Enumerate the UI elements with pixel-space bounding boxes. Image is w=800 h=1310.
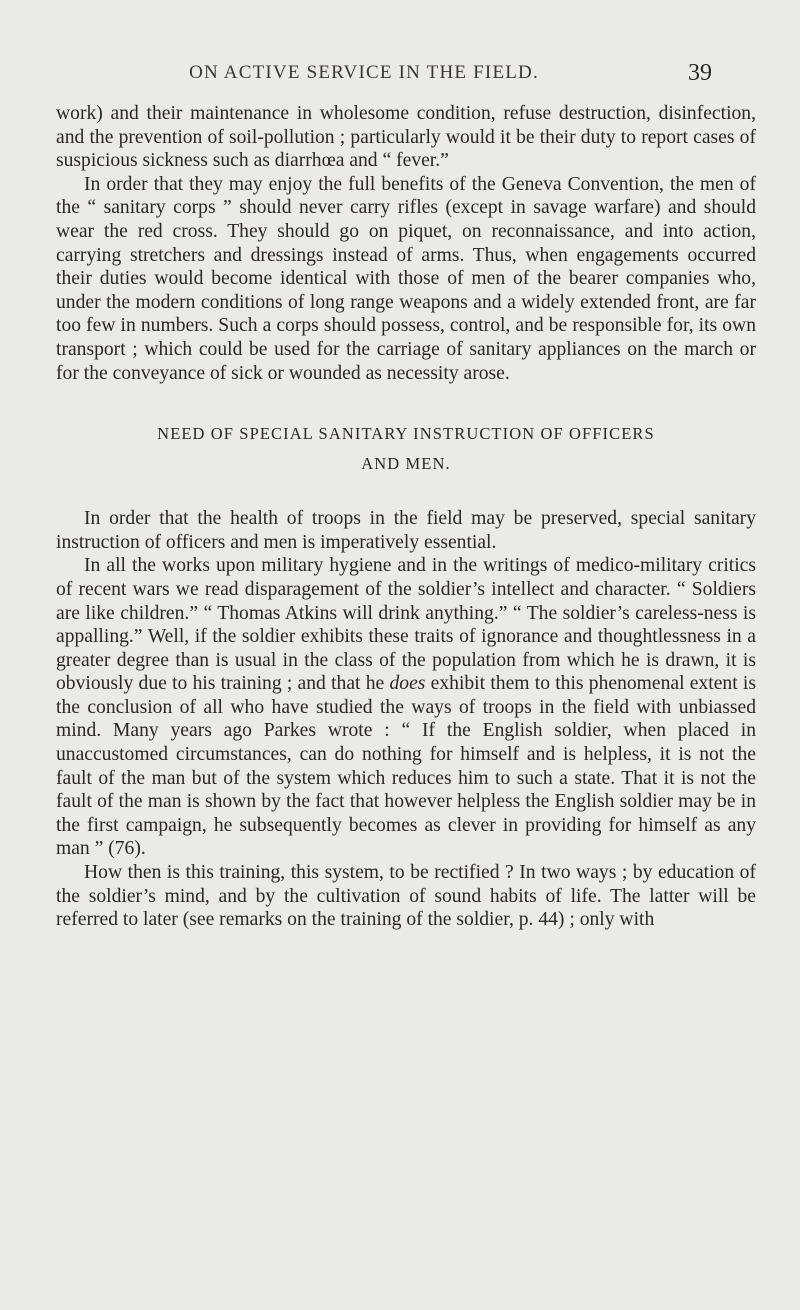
paragraph-training-rectified: How then is this training, this system, to be rectified ? In two ways ; by education of the soldier’s mind, and by the cultivation of sound habits of life. The latter will be referred to later (see remarks on the training of the soldier, p. 44) ; only with <box>56 862 756 931</box>
page-number: 39 <box>688 60 712 86</box>
paragraph-military-hygiene-text-end: exhibit them to this phenomenal extent is the conclusion of all who have studied the ways of troops in the field with unbiassed mind. Many years ago Parkes wrote : “ If the English soldier, when placed in unaccustomed circumstances, can do nothing for himself and is helpless, it is not the fault of the man but of the system which reduces him to such a state. That it is not the fault of the man is shown by the fact that however helpless the English soldier may be in the first campaign, he subsequently becomes as clever in providing for himself as any man ” (76). <box>56 673 756 860</box>
paragraph-military-hygiene <box>56 554 756 861</box>
section-heading-line-1: NEED OF SPECIAL SANITARY INSTRUCTION OF OFFICERS <box>157 424 655 444</box>
italic-emphasis: does <box>389 673 426 695</box>
body-text <box>56 102 756 932</box>
section-heading-line-2: AND MEN. <box>361 454 451 474</box>
running-head: ON ACTIVE SERVICE IN THE FIELD. <box>189 62 539 83</box>
paragraph-continued: work) and their maintenance in wholesome condition, refuse destruction, disinfection, and the prevention of soil-pollution ; particularly would it be their duty to report cases of suspicious sickness such as diarrhœa and “ fever.” <box>56 103 756 172</box>
paragraph-military-hygiene-text-start: In all the works upon military hygiene and in the writings of medico-military critics of recent wars we read disparagement of the soldier’s intellect and character. “ Soldiers are like children.” “ Thomas Atkins will drink anything.” “ The soldier’s careless-ness is appalling.” Well, if the soldier exhibits these traits of ignorance and thoughtlessness in a greater degree than is usual in the class of the population from which he is drawn, it is obviously due to his training ; and that he <box>56 555 756 695</box>
paragraph-geneva-convention: In order that they may enjoy the full benefits of the Geneva Convention, the men of the “ sanitary corps ” should never carry rifles (except in savage warfare) and should wear the red cross. They should go on piquet, on reconnaissance, and into action, carrying stretchers and dressings instead of arms. Thus, when engagements occurred their duties would become identical with those of men of the bearer companies who, under the modern conditions of long range weapons and a widely extended front, are far too few in numbers. Such a corps should possess, control, and be responsible for, its own transport ; which could be used for the carriage of sanitary appliances on the march or for the conveyance of sick or wounded as necessity arose. <box>56 173 756 384</box>
section-heading <box>56 419 756 479</box>
paragraph-health-of-troops: In order that the health of troops in the field may be preserved, special sanitary instruction of officers and men is imperatively essential. <box>56 508 756 553</box>
